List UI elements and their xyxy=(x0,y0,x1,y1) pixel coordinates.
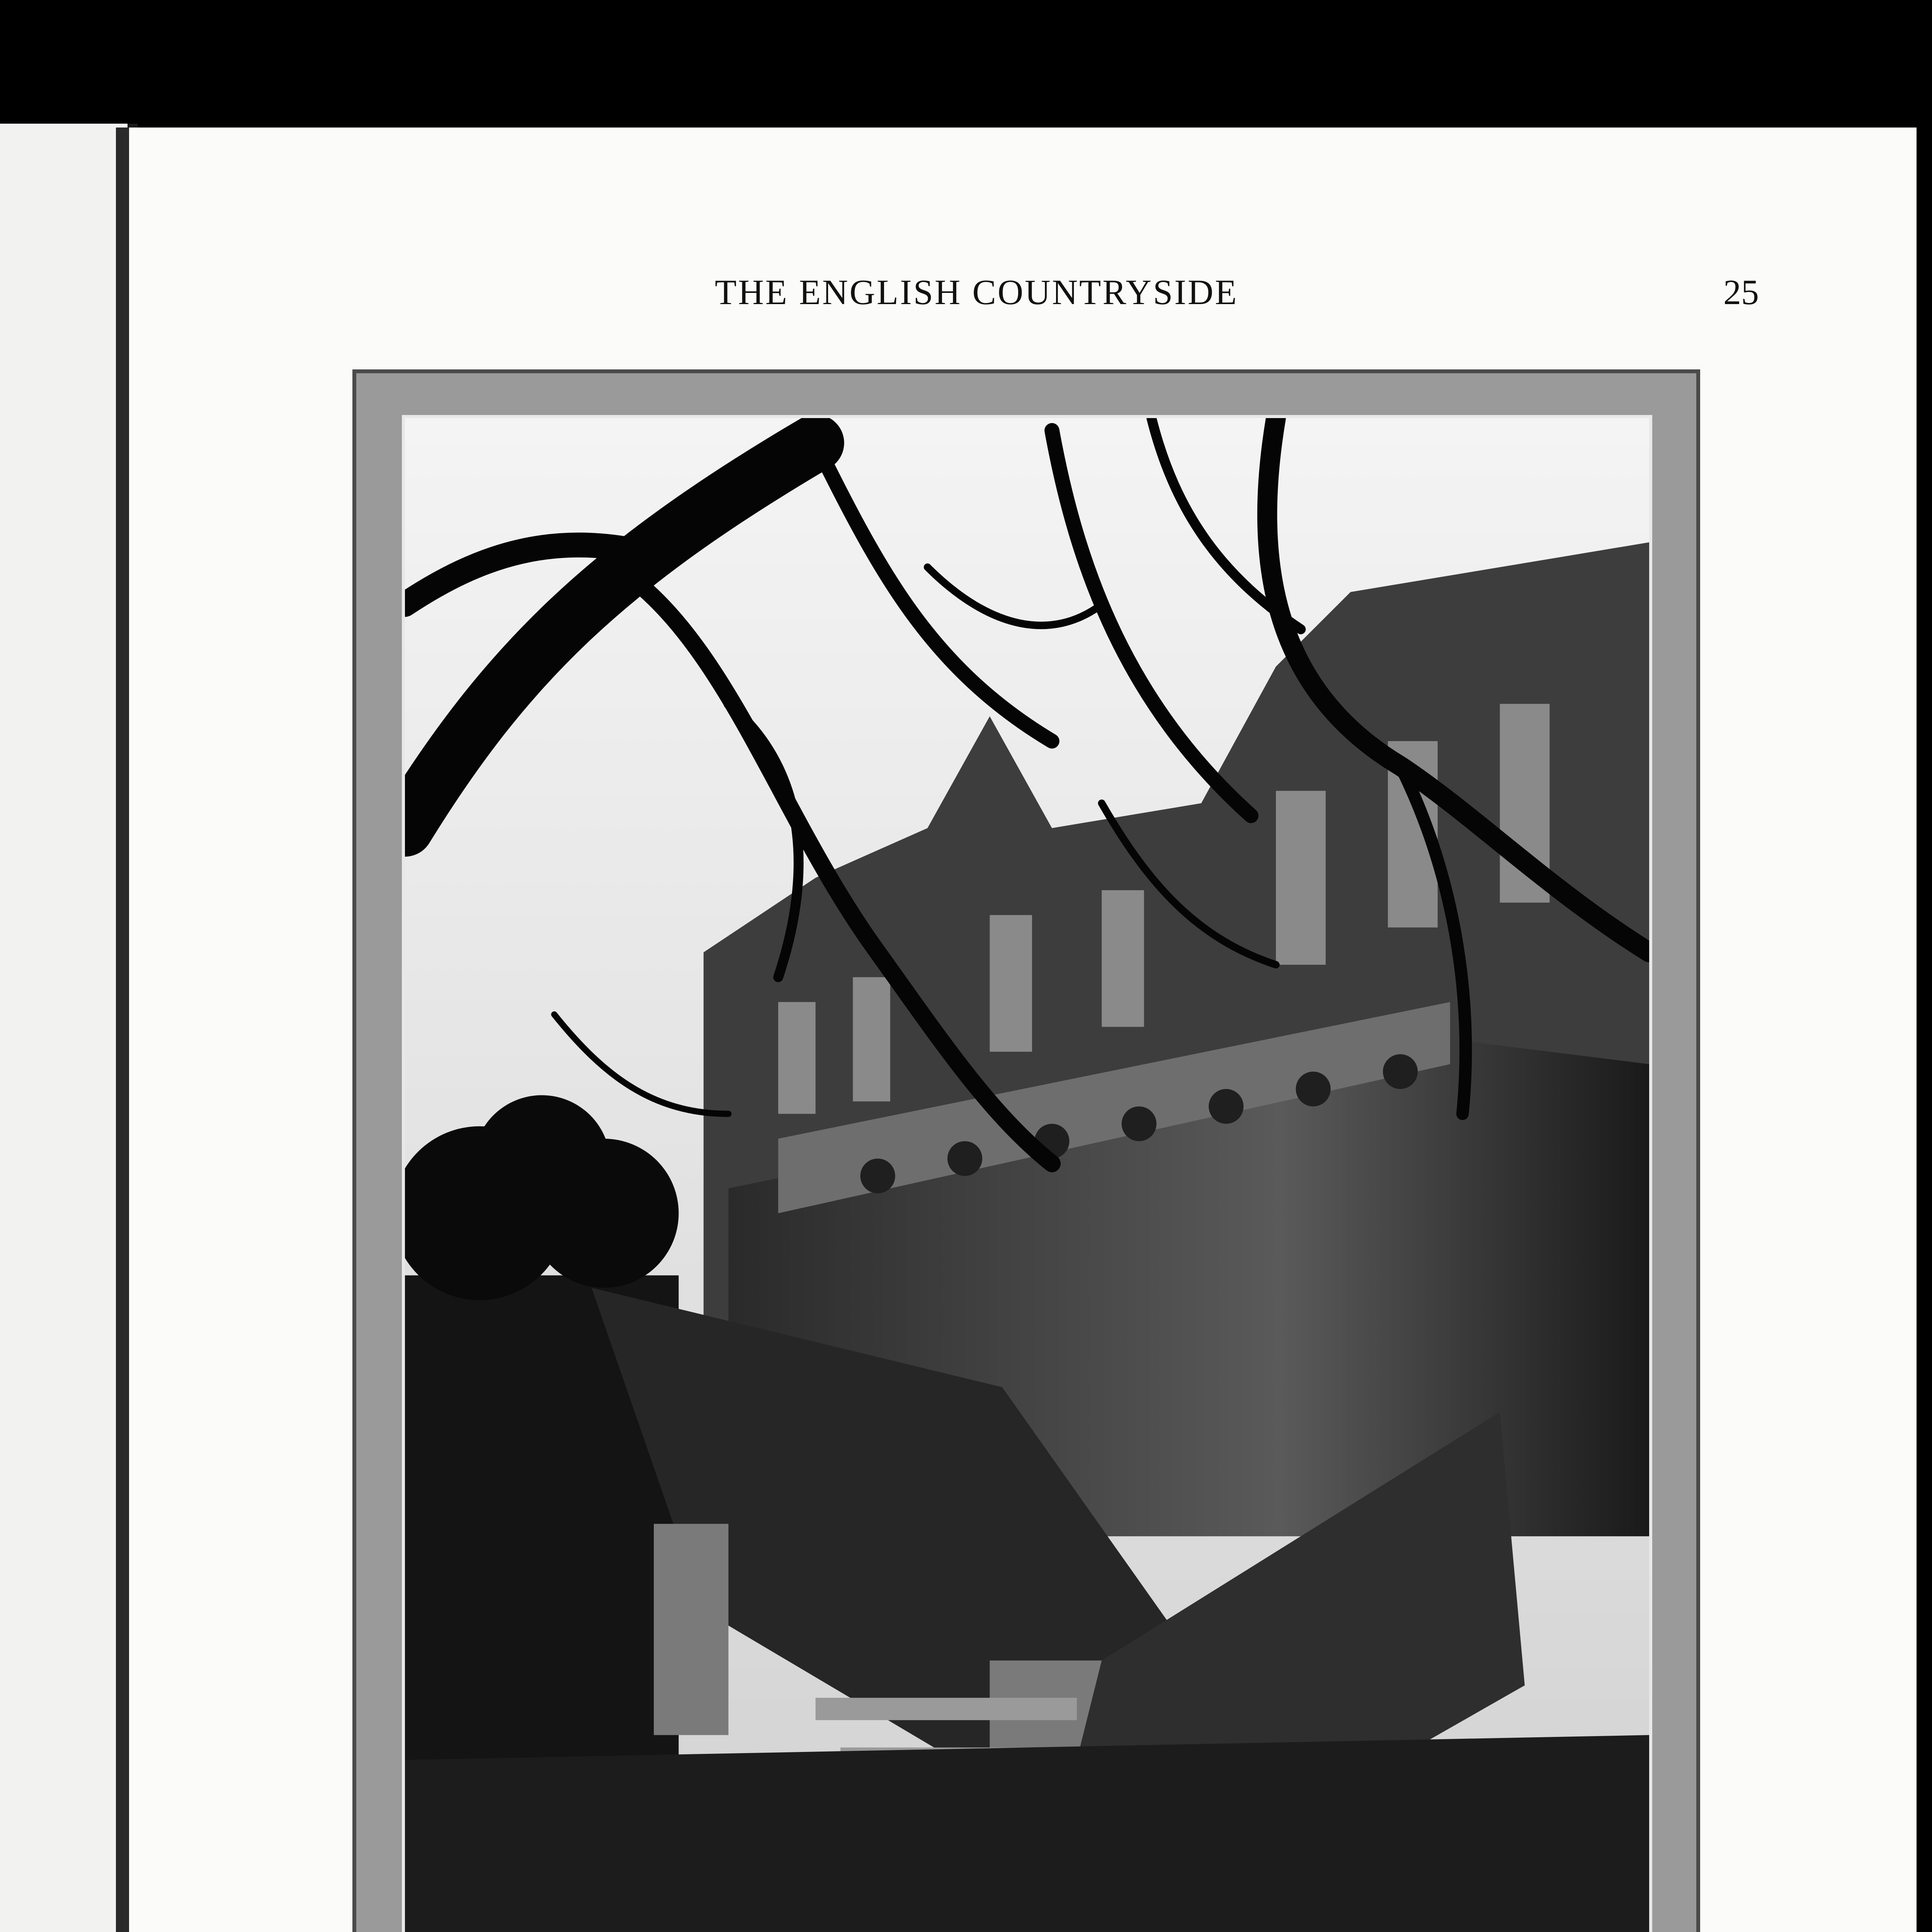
terrace-photograph-art xyxy=(405,418,1649,1932)
running-head: THE ENGLISH COUNTRYSIDE xyxy=(715,272,1238,312)
terrace-photograph xyxy=(402,415,1652,1932)
page-number: 25 xyxy=(1723,272,1759,312)
